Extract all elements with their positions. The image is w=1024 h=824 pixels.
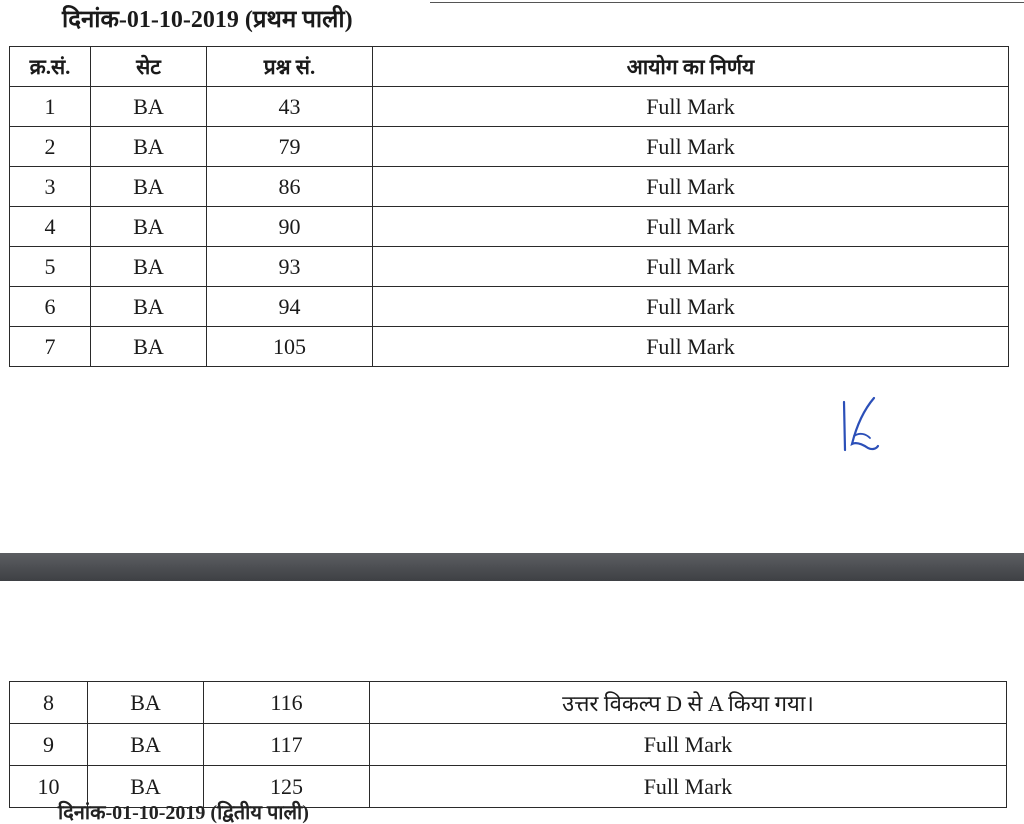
cell-serial: 5 xyxy=(10,247,91,287)
table-row xyxy=(10,287,1009,327)
cell-set: BA xyxy=(91,127,207,167)
header-set: सेट xyxy=(91,47,207,87)
cell-serial: 1 xyxy=(10,87,91,127)
cell-serial: 8 xyxy=(10,682,88,724)
header-serial: क्र.सं. xyxy=(10,47,91,87)
cell-set: BA xyxy=(91,247,207,287)
table-row xyxy=(10,327,1009,367)
signature-initials-icon xyxy=(832,392,888,462)
page-separator xyxy=(0,553,1024,581)
cell-question: 117 xyxy=(204,724,370,766)
cell-question: 90 xyxy=(207,207,373,247)
cell-serial: 2 xyxy=(10,127,91,167)
table-row xyxy=(10,682,1007,724)
cell-serial: 10 xyxy=(10,766,88,808)
cell-question: 125 xyxy=(204,766,370,808)
decision-table-2 xyxy=(9,681,1007,808)
table-row xyxy=(10,167,1009,207)
cell-decision: Full Mark xyxy=(373,207,1009,247)
cell-question: 94 xyxy=(207,287,373,327)
cell-question: 116 xyxy=(204,682,370,724)
cell-set: BA xyxy=(91,87,207,127)
table-row xyxy=(10,724,1007,766)
cell-question: 79 xyxy=(207,127,373,167)
cell-serial: 9 xyxy=(10,724,88,766)
cell-serial: 4 xyxy=(10,207,91,247)
table-row xyxy=(10,207,1009,247)
next-section-heading-partial: दिनांक-01-10-2019 (द्वितीय पाली) xyxy=(58,802,309,824)
cell-set: BA xyxy=(88,724,204,766)
table-header-row xyxy=(10,47,1009,87)
table-row xyxy=(10,247,1009,287)
cell-decision: Full Mark xyxy=(373,287,1009,327)
cell-question: 86 xyxy=(207,167,373,207)
table-row xyxy=(10,87,1009,127)
header-question: प्रश्न सं. xyxy=(207,47,373,87)
cell-set: BA xyxy=(91,327,207,367)
decision-table-1 xyxy=(9,46,1009,367)
cell-set: BA xyxy=(91,287,207,327)
cell-set: BA xyxy=(91,207,207,247)
table-row xyxy=(10,127,1009,167)
cell-decision: उत्तर विकल्प D से A किया गया। xyxy=(370,682,1007,724)
top-rule xyxy=(430,2,1024,3)
page-heading: दिनांक-01-10-2019 (प्रथम पाली) xyxy=(62,7,353,33)
cell-set: BA xyxy=(91,167,207,207)
cell-decision: Full Mark xyxy=(370,724,1007,766)
cell-serial: 3 xyxy=(10,167,91,207)
cell-question: 43 xyxy=(207,87,373,127)
cell-decision: Full Mark xyxy=(373,327,1009,367)
cell-serial: 6 xyxy=(10,287,91,327)
cell-serial: 7 xyxy=(10,327,91,367)
cell-decision: Full Mark xyxy=(373,127,1009,167)
cell-decision: Full Mark xyxy=(373,87,1009,127)
cell-decision: Full Mark xyxy=(373,167,1009,207)
cell-set: BA xyxy=(88,682,204,724)
cell-decision: Full Mark xyxy=(370,766,1007,808)
cell-question: 93 xyxy=(207,247,373,287)
header-decision: आयोग का निर्णय xyxy=(373,47,1009,87)
cell-set: BA xyxy=(88,766,204,808)
cell-decision: Full Mark xyxy=(373,247,1009,287)
cell-question: 105 xyxy=(207,327,373,367)
